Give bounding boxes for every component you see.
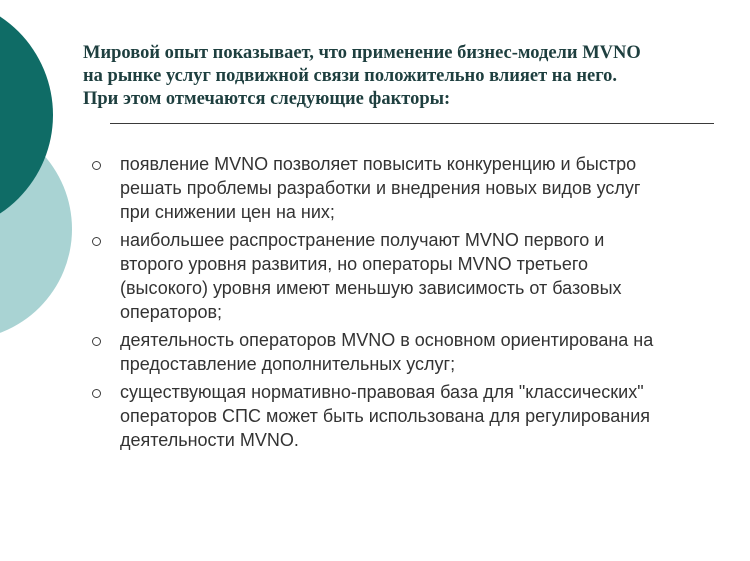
bullet-line: решать проблемы разработки и внедрения новых видов услуг	[120, 178, 641, 198]
bullet-line: предоставление дополнительных услуг;	[120, 354, 456, 374]
bullet-circle-icon	[92, 237, 101, 246]
bullet-circle-icon	[92, 337, 101, 346]
slide-title	[83, 42, 733, 111]
bullet-line: операторов СПС может быть использована для регулирования	[120, 406, 651, 426]
bullet-list	[92, 152, 722, 456]
bullet-line: операторов;	[120, 302, 223, 322]
bullet-line: наибольшее распространение получают MVNO первого и	[120, 230, 605, 250]
bullet-item-2	[92, 228, 722, 324]
bullet-item-3	[92, 328, 722, 376]
bullet-line: появление MVNO позволяет повысить конкуренцию и быстро	[120, 154, 637, 174]
bullet-line: при снижении цен на них;	[120, 202, 335, 222]
bullet-circle-icon	[92, 389, 101, 398]
bullet-line: второго уровня развития, но операторы MVNO третьего	[120, 254, 589, 274]
bullet-item-1	[92, 152, 722, 224]
title-line-3: При этом отмечаются следующие факторы:	[83, 89, 451, 109]
bullet-item-4	[92, 380, 722, 452]
title-divider	[110, 123, 714, 124]
bullet-line: деятельности MVNO.	[120, 430, 299, 450]
title-line-2: на рынке услуг подвижной связи положительно влияет на него.	[83, 66, 618, 86]
bullet-line: (высокого) уровня имеют меньшую зависимость от базовых	[120, 278, 622, 298]
bullet-line: существующая нормативно-правовая база для "классических"	[120, 382, 644, 402]
bullet-line: деятельность операторов MVNO в основном ориентирована на	[120, 330, 654, 350]
bullet-circle-icon	[92, 161, 101, 170]
title-line-1: Мировой опыт показывает, что применение бизнес-модели MVNO	[83, 43, 641, 63]
